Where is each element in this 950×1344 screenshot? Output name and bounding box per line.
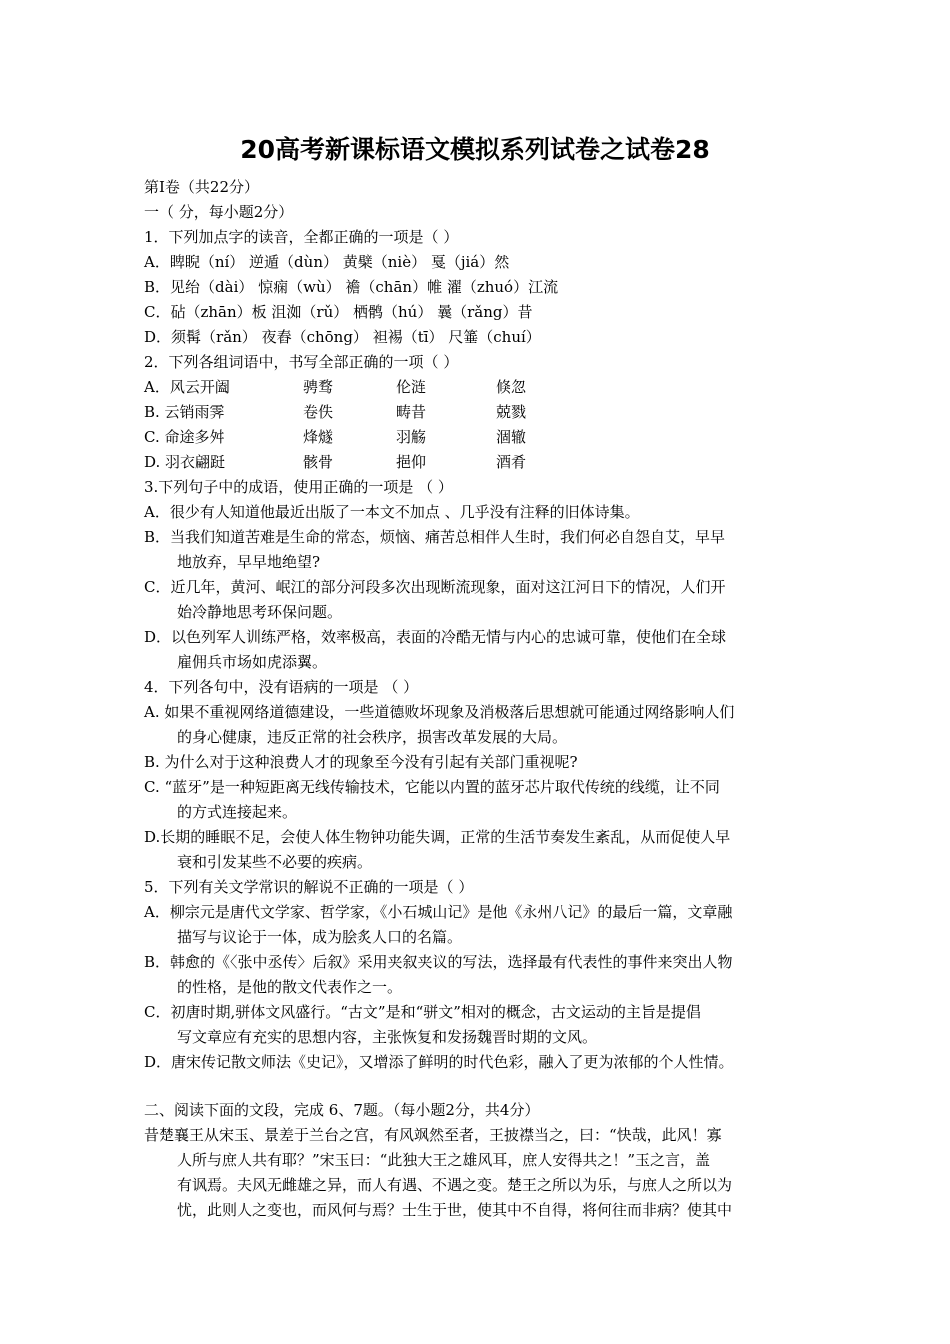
question-1-option-c: C．砧（zhān）板 沮洳（rǔ） 栖鹘（hú） 曩（rǎng）昔 xyxy=(144,303,533,321)
question-4-option-d-cont: 衰和引发某些不必要的疾病。 xyxy=(177,853,373,871)
question-2-stem: 2．下列各组词语中，书写全部正确的一项（ ） xyxy=(144,353,459,371)
question-1-option-a: A．睥睨（ní） 逆遁（dùn） 黄檗（niè） 戛（jiá）然 xyxy=(144,253,510,271)
exam-title: 20高考新课标语文模拟系列试卷之试卷28 xyxy=(240,135,710,164)
question-5-option-b-cont: 的性格，是他的散文代表作之一。 xyxy=(177,978,403,996)
option-word: 伦涟 xyxy=(396,378,427,396)
option-word: 挹仰 xyxy=(396,453,427,471)
option-word: 涸辙 xyxy=(496,428,527,446)
question-3-option-a: A．很少有人知道他最近出版了一本文不加点 、几乎没有注释的旧体诗集。 xyxy=(144,503,640,521)
question-3-option-b-cont: 地放弃，早早地绝望? xyxy=(177,553,321,571)
question-5-option-c-cont: 写文章应有充实的思想内容，主张恢复和发扬魏晋时期的文风。 xyxy=(177,1028,598,1046)
question-5-option-a-cont: 描写与议论于一体，成为脍炙人口的名篇。 xyxy=(177,928,463,946)
option-word: 酒肴 xyxy=(496,453,527,471)
question-4-option-c: C. “蓝牙”是一种短距离无线传输技术，它能以内置的蓝牙芯片取代传统的线缆，让不同 xyxy=(144,778,720,796)
option-word: 骋骛 xyxy=(303,378,334,396)
option-word: A．风云开阖 xyxy=(144,378,230,396)
option-word: D. 羽衣翩跹 xyxy=(144,453,226,471)
question-3-option-b: B．当我们知道苦难是生命的常态，烦恼、痛苦总相伴人生时，我们何必自怨自艾，早早 xyxy=(144,528,726,546)
option-word: 骸骨 xyxy=(303,453,334,471)
question-4-option-b: B. 为什么对于这种浪费人才的现象至今没有引起有关部门重视呢? xyxy=(144,753,578,771)
passage-line-3: 有讽焉。夫风无雌雄之异，而人有遇、不遇之变。楚王之所以为乐，与庶人之所以为 xyxy=(177,1176,733,1194)
question-1-option-d: D．须髯（rǎn） 夜舂（chōng） 袒裼（tī） 尺箠（chuí） xyxy=(144,328,541,346)
option-word: 倏忽 xyxy=(496,378,527,396)
passage-line-1: 昔楚襄王从宋玉、景差于兰台之宫，有风飒然至者，王披襟当之，曰：“快哉，此风！寡 xyxy=(144,1126,722,1144)
option-word: 兢戮 xyxy=(496,403,527,421)
option-word: 卷佚 xyxy=(303,403,334,421)
question-4-option-c-cont: 的方式连接起来。 xyxy=(177,803,298,821)
option-word: C. 命途多舛 xyxy=(144,428,225,446)
question-1-option-b: B．见绐（dài） 惊痫（wù） 襜（chān）帷 濯（zhuó）江流 xyxy=(144,278,559,296)
question-3-option-d-cont: 雇佣兵市场如虎添翼。 xyxy=(177,653,328,671)
option-word: 羽觞 xyxy=(396,428,427,446)
question-5-option-a: A．柳宗元是唐代文学家、哲学家，《小石城山记》是他《永州八记》的最后一篇，文章融 xyxy=(144,903,733,921)
question-5-option-b: B．韩愈的《〈张中丞传〉后叙》采用夹叙夹议的写法，选择最有代表性的事件来突出人物 xyxy=(144,953,733,971)
option-word: B. 云销雨霁 xyxy=(144,403,225,421)
passage-line-4: 忧，此则人之变也，而风何与焉？士生于世，使其中不自得，将何往而非病？使其中 xyxy=(177,1201,733,1219)
option-word: 畴昔 xyxy=(396,403,427,421)
question-3-option-d: D．以色列军人训练严格，效率极高，表面的冷酷无情与内心的忠诚可靠，使他们在全球 xyxy=(144,628,727,646)
question-3-stem: 3.下列句子中的成语，使用正确的一项是 （ ） xyxy=(144,478,453,496)
volume-header: 第Ⅰ卷（共22分） xyxy=(144,178,260,196)
passage-line-2: 人所与庶人共有耶？”宋玉曰：“此独大王之雄风耳，庶人安得共之！”玉之言，盖 xyxy=(177,1151,711,1169)
question-4-option-a: A. 如果不重视网络道德建设，一些道德败坏现象及消极落后思想就可能通过网络影响人们 xyxy=(144,703,735,721)
question-3-option-c: C．近几年，黄河、岷江的部分河段多次出现断流现象，面对这江河日下的情况，人们开 xyxy=(144,578,726,596)
question-3-option-c-cont: 始冷静地思考环保问题。 xyxy=(177,603,343,621)
question-4-option-d: D.长期的睡眠不足，会使人体生物钟功能失调，正常的生活节奏发生紊乱，从而促使人早 xyxy=(144,828,731,846)
question-5-option-d: D．唐宋传记散文师法《史记》，又增添了鲜明的时代色彩，融入了更为浓郁的个人性情。 xyxy=(144,1053,734,1071)
option-word: 烽燧 xyxy=(303,428,334,446)
question-5-option-c: C．初唐时期,骈体文风盛行。“古文”是和“骈文”相对的概念，古文运动的主旨是提倡 xyxy=(144,1003,701,1021)
question-4-option-a-cont: 的身心健康，违反正常的社会秩序，损害改革发展的大局。 xyxy=(177,728,568,746)
part-one-header: 一（ 分，每小题2分） xyxy=(144,203,294,221)
question-5-stem: 5．下列有关文学常识的解说不正确的一项是（ ） xyxy=(144,878,474,896)
section-2-header: 二、阅读下面的文段，完成 6、7题。（每小题2分，共4分） xyxy=(144,1101,540,1119)
question-4-stem: 4．下列各句中，没有语病的一项是 （ ） xyxy=(144,678,419,696)
question-1-stem: 1．下列加点字的读音，全都正确的一项是（ ） xyxy=(144,228,459,246)
